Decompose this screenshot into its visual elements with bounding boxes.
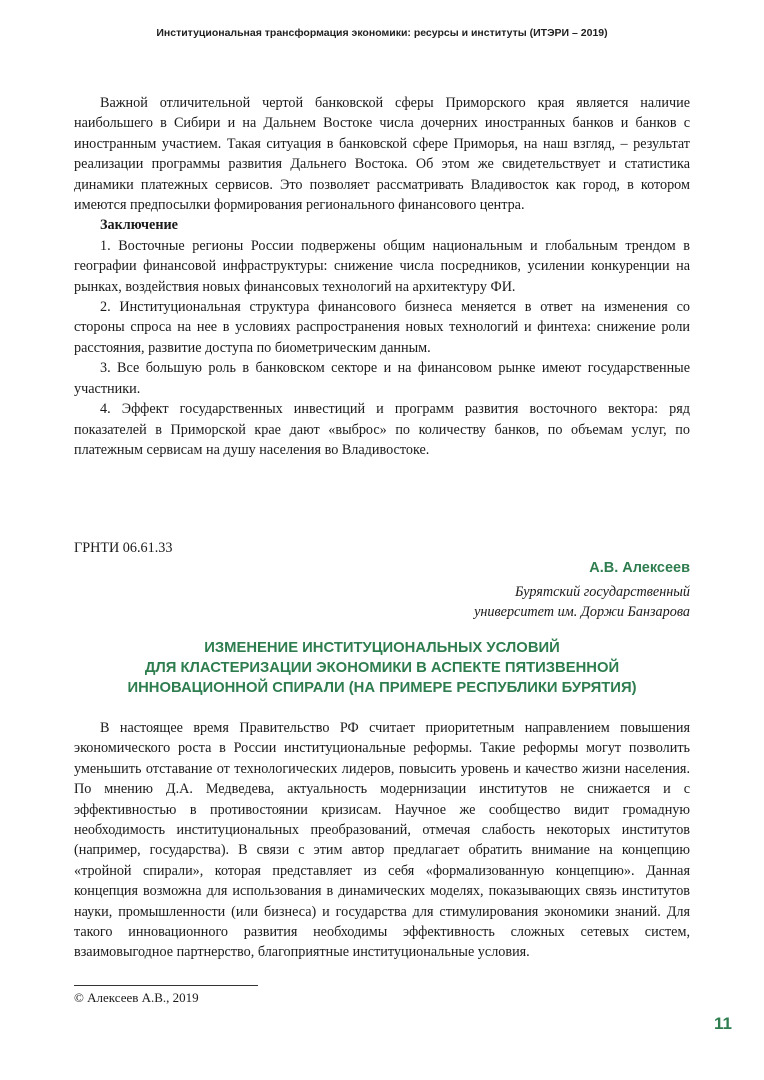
body-paragraph: В настоящее время Правительство РФ считает приоритетным направлением повышения экономического роста в России институциональные реформы. Такие реформы могут позволить уменьшить отставание от технологических лидеров, повысить уровень и качество жизни населения. По мнению Д.А. Медведева, актуальность модернизации институтов не снижается и с эффективностью в противостоянии кризисам. Научное же сообщество видит громадную необходимость институциональных преобразований, отмечая слабость некоторых институтов (например, государства). В связи с этим автор предлагает обратить внимание на концепцию «тройной спирали», которая представляет из себя «формализованную концепцию». Данная концепция возможна для использования в динамических моделях, показывающих связь институтов науки, промышленности (или бизнеса) и государства для стимулирования экономики знаний. Для такого инновационного развития необходимы эффективность сложных сетевых систем, взаимовыгодное партнерство, благоприятные институциональные условия. [74, 720, 690, 961]
article-body [74, 718, 690, 963]
copyright-footnote: © Алексеев А.В., 2019 [74, 990, 199, 1005]
author-name: А.В. Алексеев [589, 560, 690, 576]
article-title [60, 638, 704, 698]
intro-paragraph: Важной отличительной чертой банковской сферы Приморского края является наличие наибольшего в Сибири и на Дальнем Востоке числа дочерних иностранных банков и банков с иностранным участием. Такая ситуация в банковской сфере Приморья, на наш взгляд, – результат реализации программы развития Дальнего Востока. Об этом же свидетельствует и статистика динамики платежных сервисов. Это позволяет рассматривать Владивосток как город, в котором имеются предпосылки формирования регионального финансового центра. [74, 95, 690, 214]
conclusion-heading: Заключение [100, 217, 178, 234]
article-title-line-2: ДЛЯ КЛАСТЕРИЗАЦИИ ЭКОНОМИКИ В АСПЕКТЕ ПЯТИЗВЕННОЙ [144, 660, 620, 676]
article-title-line-1: ИЗМЕНЕНИЕ ИНСТИТУЦИОНАЛЬНЫХ УСЛОВИЙ [204, 640, 560, 656]
author-affiliation [474, 582, 690, 622]
page-number: 11 [714, 1014, 732, 1033]
upper-text-block [74, 93, 690, 460]
affiliation-line-2: университет им. Доржи Банзарова [474, 604, 690, 620]
conclusion-item-2: 2. Институциональная структура финансового бизнеса меняется в ответ на изменения со стороны спроса на нее в условиях распространения новых технологий и финтеха: снижение роли расстояния, развитие доступа по биометрическим данным. [74, 299, 690, 356]
conclusion-item-4: 4. Эффект государственных инвестиций и программ развития восточного вектора: ряд показателей в Приморской крае дают «выброс» по количеству банков, по объемам услуг, по платежным сервисам на душу населения во Владивостоке. [74, 401, 690, 458]
article-title-line-3: ИННОВАЦИОННОЙ СПИРАЛИ (НА ПРИМЕРЕ РЕСПУБЛИКИ БУРЯТИЯ) [127, 680, 637, 696]
conclusion-item-1: 1. Восточные регионы России подвержены общим национальным и глобальным трендом в географии финансовой инфраструктуры: снижение числа посредников, усилении конкуренции на рынках, воздействия новых финансовых технологий на архитектуру ФИ. [74, 237, 690, 295]
running-header: Институциональная трансформация экономики: ресурсы и институты (ИТЭРИ – 2019) [156, 27, 608, 39]
footnote-divider [74, 985, 258, 986]
grnti-code: ГРНТИ 06.61.33 [74, 540, 173, 556]
affiliation-line-1: Бурятский государственный [515, 584, 690, 600]
conclusion-item-3: 3. Все большую роль в банковском секторе и на финансовом рынке имеют государственные участники. [74, 360, 690, 397]
